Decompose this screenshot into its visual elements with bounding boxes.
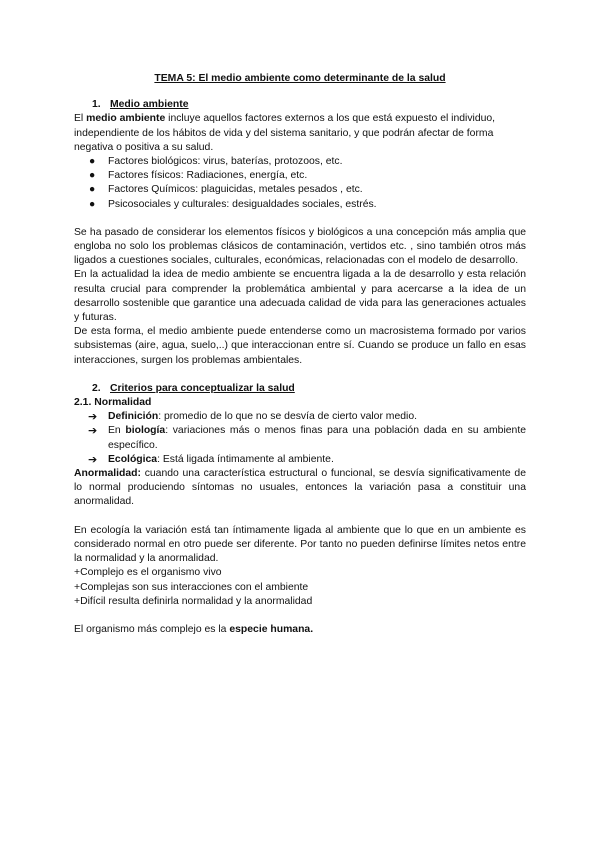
paragraph: En ecología la variación está tan íntimamente ligada al ambiente que lo que en un ambiente es considerado normal en otro puede ser diferente. Por tanto no pueden definirse límites netos entre la normalidad y la anormalidad. (74, 524, 526, 565)
section-1-heading (74, 98, 526, 112)
definition-text: : Está ligada íntimamente al ambiente. (157, 453, 334, 465)
anormalidad-paragraph (74, 467, 526, 510)
spacer (74, 212, 526, 226)
intro-pre: El (74, 113, 87, 125)
spacer (74, 368, 526, 382)
arrow-icon: ➔ (88, 453, 98, 466)
paragraph: De esta forma, el medio ambiente puede entenderse como un macrosistema formado por varios subsistemas (aire, agua, suelo,..) que interaccionan entre sí. Cuando se produce un fallo en esas interacciones, surgen los problemas ambientales. (74, 326, 526, 366)
arrow-icon: ➔ (88, 411, 98, 424)
list-item (74, 183, 526, 197)
paragraph: En la actualidad la idea de medio ambiente se encuentra ligada a la de desarrollo y esta relación resulta crucial para comprender la problemática ambiental y para acercarse a la idea de un desarrollo sostenible que garantice una adecuada calidad de vida para las generaciones actuales y futuras. (74, 269, 526, 324)
list-item (74, 155, 526, 169)
closing-pre: El organismo más complejo es la (74, 623, 230, 635)
bullet-icon: ● (89, 156, 96, 168)
section-2-heading (74, 382, 526, 396)
definition-term: biología (125, 425, 166, 437)
plus-line: +Complejo es el organismo vivo (74, 567, 222, 579)
factor-text: Factores Químicos: plaguicidas, metales pesados , etc. (108, 184, 363, 196)
section-1-number: 1. (92, 99, 101, 111)
definition-prefix: En (108, 425, 126, 437)
plus-line: +Difícil resulta definirla normalidad y la anormalidad (74, 595, 313, 607)
definition-text: : variaciones más o menos finas para una población dada en su ambiente específico. (108, 425, 526, 451)
section-1-intro (74, 112, 526, 155)
intro-bold: medio ambiente (86, 113, 166, 125)
definition-text: : promedio de lo que no se desvía de cierto valor medio. (158, 411, 417, 423)
section-2-number: 2. (92, 382, 101, 394)
section-1-title: Medio ambiente (110, 99, 189, 111)
bullet-icon: ● (89, 170, 96, 182)
list-item (74, 198, 526, 212)
bullet-icon: ● (89, 198, 96, 210)
factor-text: Psicosociales y culturales: desigualdades sociales, estrés. (108, 198, 377, 210)
subsection-heading: 2.1. Normalidad (74, 397, 152, 409)
spacer (74, 510, 526, 524)
bullet-icon: ● (89, 184, 96, 196)
closing-bold: especie humana. (229, 623, 314, 635)
definitions-list (74, 410, 526, 467)
closing-line (74, 623, 526, 637)
anormalidad-text: cuando una característica estructural o funcional, se desvía significativamente de lo normal produciendo síntomas no usuales, entonces la variación pasa a constituir una anormalidad. (74, 468, 526, 508)
definition-term: Ecológica (108, 453, 158, 465)
factors-list (74, 155, 526, 212)
list-item (74, 410, 526, 424)
list-item (74, 453, 526, 467)
section-2-title: Criterios para conceptualizar la salud (110, 382, 295, 394)
plus-line: +Complejas son sus interacciones con el ambiente (74, 581, 309, 593)
document-content (74, 72, 526, 637)
anormalidad-term: Anormalidad: (74, 468, 141, 480)
intro-post: incluye aquellos factores externos a los que está expuesto el individuo, independiente de los hábitos de vida y del sistema sanitario, y que podrán afectar de forma negativa o positiva a su salud. (74, 113, 496, 153)
spacer (74, 609, 526, 623)
definition-term: Definición (108, 411, 159, 423)
factor-text: Factores físicos: Radiaciones, energía, etc. (108, 170, 308, 182)
list-item (74, 169, 526, 183)
list-item (74, 424, 526, 452)
arrow-icon: ➔ (88, 425, 98, 438)
paragraph: Se ha pasado de considerar los elementos físicos y biológicos a una concepción más amplia que engloba no solo los problemas clásicos de contaminación, vertidos etc. , sino también otros más ligados a cuestiones sociales, culturales, económicas, relacionadas con el modelo de desarrollo. (74, 226, 526, 267)
factor-text: Factores biológicos: virus, baterías, protozoos, etc. (108, 156, 343, 168)
document-title: TEMA 5: El medio ambiente como determinante de la salud (154, 73, 446, 84)
